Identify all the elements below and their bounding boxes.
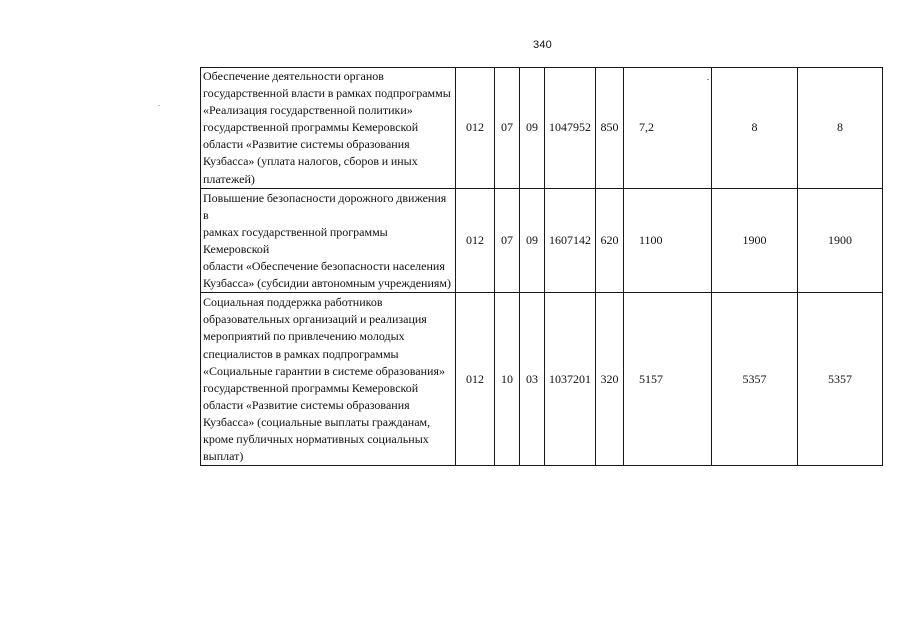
ministry-code: 012 <box>456 188 495 293</box>
amount-year-1: 5157 <box>624 293 712 466</box>
expense-type-code: 620 <box>596 188 624 293</box>
amount-year-2: 8 <box>712 68 798 189</box>
subsection-code: 09 <box>520 68 545 189</box>
target-article-code: 1607142 <box>545 188 596 293</box>
ministry-code: 012 <box>456 293 495 466</box>
expense-type-code: 850 <box>596 68 624 189</box>
section-code: 10 <box>495 293 520 466</box>
row-description: Повышение безопасности дорожного движения в рамках государственной программы Кемеровской области «Обеспечение безопасности населения Кузбасса» (субсидии автономным учреждениям) <box>201 188 456 293</box>
subsection-code: 03 <box>520 293 545 466</box>
subsection-code: 09 <box>520 188 545 293</box>
scan-artifact <box>158 105 160 106</box>
amount-year-1: 1100 <box>624 188 712 293</box>
section-code: 07 <box>495 188 520 293</box>
target-article-code: 1037201 <box>545 293 596 466</box>
row-description: Социальная поддержка работников образовательных организаций и реализация мероприятий по привлечению молодых специалистов в рамках подпрограммы «Социальные гарантии в системе образования» государственной программы Кемеровской области «Развитие системы образования Кузбасса» (социальные выплаты гражданам, кроме публичных нормативных социальных выплат) <box>201 293 456 466</box>
amount-year-3: 1900 <box>798 188 883 293</box>
amount-year-3: 8 <box>798 68 883 189</box>
page-number: 340 <box>533 39 552 51</box>
table-row <box>201 68 883 189</box>
section-code: 07 <box>495 68 520 189</box>
expense-type-code: 320 <box>596 293 624 466</box>
ministry-code: 012 <box>456 68 495 189</box>
amount-year-3: 5357 <box>798 293 883 466</box>
amount-year-2: 5357 <box>712 293 798 466</box>
amount-year-2: 1900 <box>712 188 798 293</box>
target-article-code: 1047952 <box>545 68 596 189</box>
table-row <box>201 293 883 466</box>
table-row <box>201 188 883 293</box>
row-description: Обеспечение деятельности органов государственной власти в рамках подпрограммы «Реализация государственной политики» государственной программы Кемеровской области «Развитие системы образования Кузбасса» (уплата налогов, сборов и иных платежей) <box>201 68 456 189</box>
budget-table <box>200 67 883 466</box>
amount-year-1: 7,2 <box>624 68 712 189</box>
